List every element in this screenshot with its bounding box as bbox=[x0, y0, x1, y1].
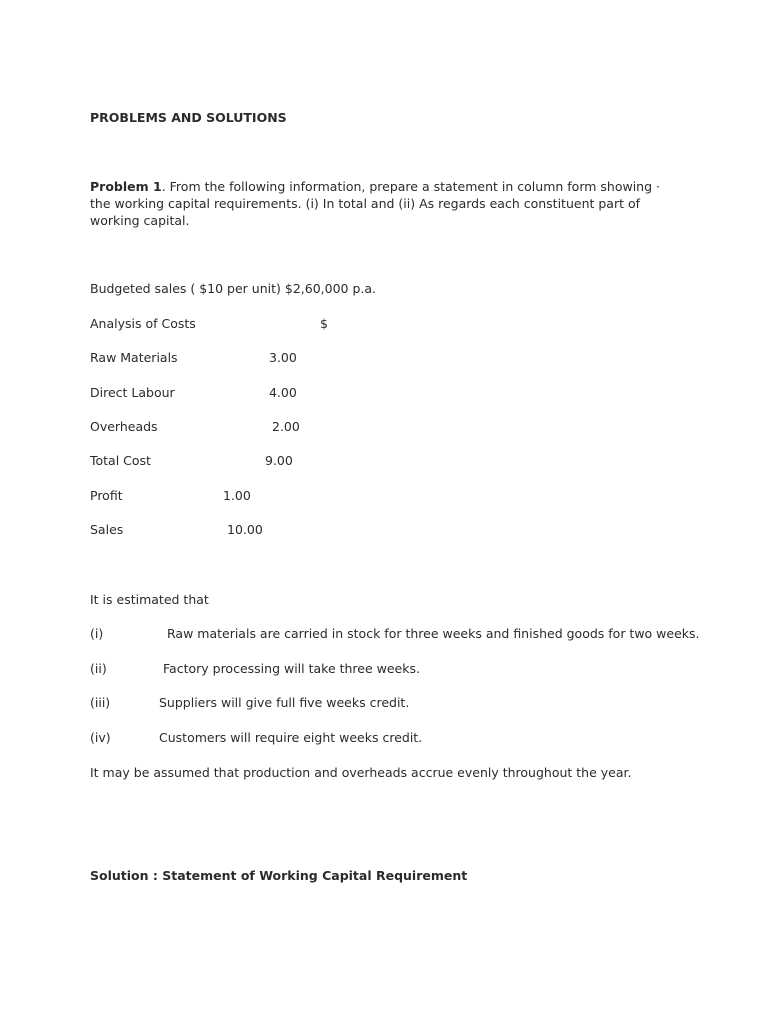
cost-row-label: Profit bbox=[90, 488, 123, 503]
problem-text: . From the following information, prepare a statement in column form showing · the working capital requirements. (i) In total and (ii) As regards each constituent part of working capital. bbox=[90, 179, 660, 228]
cost-row-value: 1.00 bbox=[223, 488, 251, 503]
cost-row-value: 4.00 bbox=[269, 385, 297, 400]
problem-label: Problem 1 bbox=[90, 179, 162, 194]
problem-paragraph bbox=[90, 178, 670, 229]
cost-table-header-label: Analysis of Costs bbox=[90, 316, 196, 331]
page-heading: PROBLEMS AND SOLUTIONS bbox=[90, 110, 287, 125]
cost-row-value: 9.00 bbox=[265, 453, 293, 468]
budget-line: Budgeted sales ( $10 per unit) $2,60,000 p.a. bbox=[90, 281, 376, 296]
estimate-number: (ii) bbox=[90, 661, 107, 676]
cost-row-label: Sales bbox=[90, 522, 124, 537]
solution-heading: Solution : Statement of Working Capital Requirement bbox=[90, 868, 468, 883]
cost-row-value: 2.00 bbox=[272, 419, 300, 434]
estimate-number: (iii) bbox=[90, 695, 111, 710]
assumption-text: It may be assumed that production and overheads accrue evenly throughout the year. bbox=[90, 765, 632, 780]
cost-row-label: Raw Materials bbox=[90, 350, 178, 365]
estimate-text: Suppliers will give full five weeks credit. bbox=[159, 695, 410, 710]
cost-row-label: Overheads bbox=[90, 419, 158, 434]
estimate-number: (i) bbox=[90, 626, 104, 641]
cost-table-header-unit: $ bbox=[320, 316, 328, 331]
cost-row-value: 10.00 bbox=[227, 522, 263, 537]
cost-row-label: Direct Labour bbox=[90, 385, 175, 400]
estimate-number: (iv) bbox=[90, 730, 111, 745]
estimate-intro: It is estimated that bbox=[90, 592, 209, 607]
estimate-text: Raw materials are carried in stock for three weeks and finished goods for two weeks. bbox=[167, 626, 700, 641]
estimate-text: Customers will require eight weeks credit. bbox=[159, 730, 423, 745]
cost-row-label: Total Cost bbox=[90, 453, 151, 468]
estimate-text: Factory processing will take three weeks. bbox=[163, 661, 420, 676]
cost-row-value: 3.00 bbox=[269, 350, 297, 365]
